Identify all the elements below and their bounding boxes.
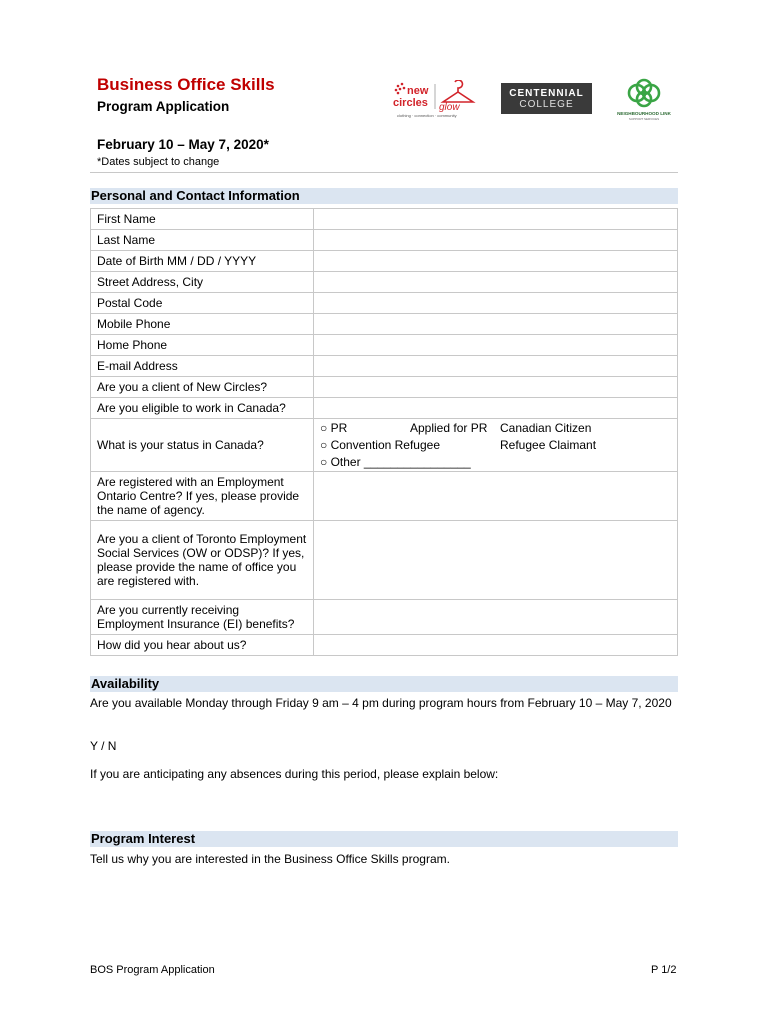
section-heading-availability: Availability — [90, 676, 678, 692]
table-row — [91, 635, 678, 656]
availability-question: Are you available Monday through Friday 9 am – 4 pm during program hours from February 10 – May 7, 2020 — [90, 696, 672, 710]
dates-note: *Dates subject to change — [97, 156, 220, 168]
neighbourhood-link-logo — [614, 78, 674, 122]
section-heading-personal: Personal and Contact Information — [90, 188, 678, 204]
table-row — [91, 209, 678, 230]
field-label: Mobile Phone — [91, 314, 314, 335]
field-label: Last Name — [91, 230, 314, 251]
document-subtitle: Program Application — [97, 99, 230, 114]
table-row — [91, 293, 678, 314]
field-label: Street Address, City — [91, 272, 314, 293]
field-label: E-mail Address — [91, 356, 314, 377]
status-option-applied-pr[interactable]: Applied for PR — [410, 421, 488, 435]
field-label: Home Phone — [91, 335, 314, 356]
first-name-field[interactable] — [314, 209, 678, 230]
footer-document-name: BOS Program Application — [90, 964, 215, 976]
absences-prompt: If you are anticipating any absences during this period, please explain below: — [90, 767, 499, 781]
table-row — [91, 314, 678, 335]
field-label: Are you a client of New Circles? — [91, 377, 314, 398]
neighbourhood-link-tagline: SUPPORT SERVICES — [628, 117, 660, 121]
table-row — [91, 356, 678, 377]
table-row — [91, 251, 678, 272]
status-options — [314, 419, 678, 472]
table-row — [91, 272, 678, 293]
status-option-pr[interactable]: ○ PR — [320, 421, 348, 435]
field-label: Are you a client of Toronto Employment Social Services (OW or ODSP)? If yes, please provide the name of office you are registered with. — [91, 521, 314, 600]
postal-code-field[interactable] — [314, 293, 678, 314]
table-row — [91, 398, 678, 419]
field-label: What is your status in Canada? — [91, 419, 314, 472]
field-label: How did you hear about us? — [91, 635, 314, 656]
last-name-field[interactable] — [314, 230, 678, 251]
document-title: Business Office Skills — [97, 75, 275, 94]
status-option-other[interactable]: ○ Other ________________ — [320, 455, 471, 469]
availability-yes-no[interactable]: Y / N — [90, 739, 117, 753]
date-of-birth-field[interactable] — [314, 251, 678, 272]
personal-info-table — [90, 208, 678, 656]
status-option-refugee-claimant[interactable]: Refugee Claimant — [500, 438, 597, 452]
neighbourhood-link-name: NEIGHBOURHOOD LINK — [617, 111, 671, 116]
email-field[interactable] — [314, 356, 678, 377]
toronto-employment-services-field[interactable] — [314, 521, 678, 600]
field-label: Are you eligible to work in Canada? — [91, 398, 314, 419]
mobile-phone-field[interactable] — [314, 314, 678, 335]
centennial-logo-line1: CENTENNIAL — [509, 88, 584, 99]
new-circles-word2: circles — [393, 97, 428, 109]
program-interest-prompt: Tell us why you are interested in the Business Office Skills program. — [90, 852, 450, 866]
employment-ontario-field[interactable] — [314, 472, 678, 521]
footer-page-number: P 1/2 — [651, 964, 677, 976]
new-circles-logo — [393, 80, 483, 120]
ei-benefits-field[interactable] — [314, 600, 678, 635]
status-option-citizen[interactable]: Canadian Citizen — [500, 421, 592, 435]
field-label: First Name — [91, 209, 314, 230]
field-label: Are you currently receiving Employment Insurance (EI) benefits? — [91, 600, 314, 635]
table-row — [91, 419, 678, 472]
field-label: Postal Code — [91, 293, 314, 314]
home-phone-field[interactable] — [314, 335, 678, 356]
referral-source-field[interactable] — [314, 635, 678, 656]
centennial-logo-line2: COLLEGE — [519, 99, 574, 110]
header-divider — [90, 172, 678, 173]
program-dates: February 10 – May 7, 2020* — [97, 137, 269, 152]
work-eligibility-field[interactable] — [314, 398, 678, 419]
new-circles-word3: glow — [439, 102, 460, 113]
table-row — [91, 335, 678, 356]
field-label: Date of Birth MM / DD / YYYY — [91, 251, 314, 272]
street-address-field[interactable] — [314, 272, 678, 293]
table-row — [91, 472, 678, 521]
new-circles-tagline: clothing · connection · community — [397, 113, 457, 118]
field-label: Are registered with an Employment Ontario Centre? If yes, please provide the name of agency. — [91, 472, 314, 521]
new-circles-word1: new — [407, 85, 429, 97]
status-option-convention-refugee[interactable]: ○ Convention Refugee — [320, 438, 440, 452]
table-row — [91, 521, 678, 600]
table-row — [91, 230, 678, 251]
section-heading-program-interest: Program Interest — [90, 831, 678, 847]
table-row — [91, 600, 678, 635]
new-circles-client-field[interactable] — [314, 377, 678, 398]
table-row — [91, 377, 678, 398]
centennial-college-logo — [501, 83, 592, 114]
